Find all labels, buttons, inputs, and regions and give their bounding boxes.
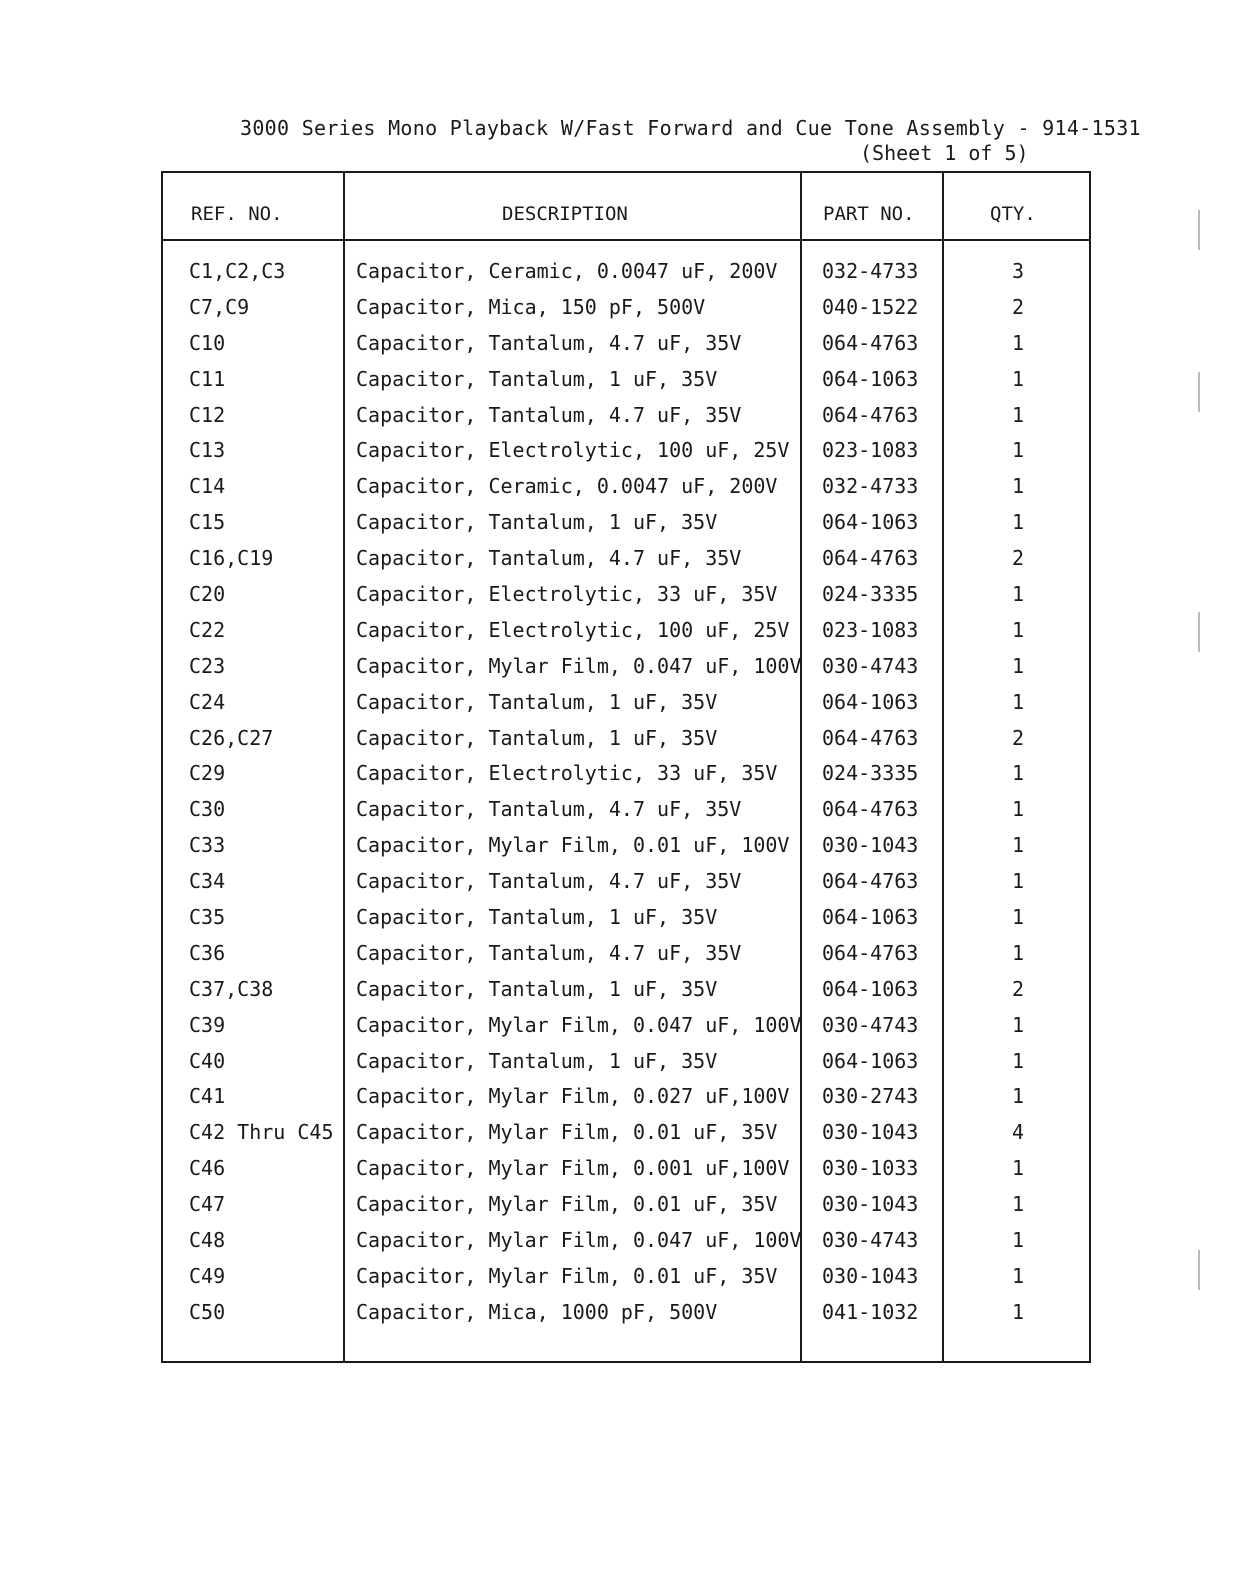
table-row (163, 1298, 1089, 1334)
table-row (163, 867, 1089, 903)
part-no-cell: 030-1043 (822, 1263, 919, 1288)
part-no-cell: 064-4763 (822, 402, 919, 427)
qty-cell: 4 (1011, 1120, 1025, 1145)
qty-cell: 1 (1011, 617, 1025, 642)
part-no-cell: 030-4743 (822, 653, 919, 678)
table-row (163, 257, 1089, 293)
part-no-cell: 024-3335 (822, 761, 919, 786)
qty-cell: 1 (1011, 510, 1025, 535)
table-row (163, 975, 1089, 1011)
ref-cell: C7,C9 (189, 294, 250, 319)
qty-cell: 1 (1011, 402, 1025, 427)
ref-cell: C11 (189, 366, 226, 391)
table-row (163, 688, 1089, 724)
part-no-cell: 032-4733 (822, 259, 919, 283)
table-row (163, 1262, 1089, 1298)
description-cell: Capacitor, Electrolytic, 100 uF, 25V (356, 438, 790, 463)
ref-cell: C13 (189, 438, 226, 463)
scan-artifact (1198, 612, 1200, 652)
ref-cell: C48 (189, 1228, 226, 1253)
qty-cell: 1 (1011, 833, 1025, 858)
ref-cell: C14 (189, 474, 226, 499)
qty-cell: 1 (1011, 438, 1025, 463)
sheet-indicator: (Sheet 1 of 5) (860, 141, 1029, 165)
table-row (163, 903, 1089, 939)
table-row (163, 652, 1089, 688)
part-no-cell: 023-1083 (822, 617, 919, 642)
description-cell: Capacitor, Tantalum, 4.7 uF, 35V (356, 546, 742, 571)
part-no-cell: 064-4763 (822, 725, 919, 750)
ref-cell: C39 (189, 1012, 226, 1037)
ref-cell: C1,C2,C3 (189, 259, 286, 283)
description-cell: Capacitor, Tantalum, 1 uF, 35V (356, 510, 718, 535)
part-no-cell: 030-1043 (822, 833, 919, 858)
header-qty: QTY. (990, 203, 1036, 225)
part-no-cell: 030-2743 (822, 1084, 919, 1109)
part-no-cell: 030-1033 (822, 1156, 919, 1181)
description-cell: Capacitor, Mica, 1000 pF, 500V (356, 1299, 718, 1324)
part-no-cell: 040-1522 (822, 294, 919, 319)
header-description: DESCRIPTION (502, 203, 628, 225)
table-row (163, 1154, 1089, 1190)
qty-cell: 1 (1011, 330, 1025, 355)
ref-cell: C16,C19 (189, 546, 274, 571)
qty-cell: 1 (1011, 905, 1025, 930)
parts-table (161, 171, 1091, 1363)
table-row (163, 544, 1089, 580)
description-cell: Capacitor, Tantalum, 4.7 uF, 35V (356, 869, 742, 894)
ref-cell: C41 (189, 1084, 226, 1109)
table-body (163, 257, 1089, 1334)
scan-artifact (1198, 210, 1200, 250)
qty-cell: 1 (1011, 1263, 1025, 1288)
qty-cell: 1 (1011, 1084, 1025, 1109)
ref-cell: C20 (189, 582, 226, 607)
table-row (163, 1226, 1089, 1262)
description-cell: Capacitor, Mylar Film, 0.01 uF, 100V (356, 833, 790, 858)
scan-artifact (1198, 1250, 1200, 1290)
part-no-cell: 064-4763 (822, 546, 919, 571)
ref-cell: C30 (189, 797, 226, 822)
part-no-cell: 064-4763 (822, 869, 919, 894)
description-cell: Capacitor, Electrolytic, 33 uF, 35V (356, 761, 778, 786)
part-no-cell: 030-4743 (822, 1228, 919, 1253)
description-cell: Capacitor, Tantalum, 4.7 uF, 35V (356, 330, 742, 355)
table-row (163, 616, 1089, 652)
table-row (163, 365, 1089, 401)
ref-cell: C10 (189, 330, 226, 355)
qty-cell: 1 (1011, 761, 1025, 786)
ref-cell: C22 (189, 617, 226, 642)
description-cell: Capacitor, Mylar Film, 0.01 uF, 35V (356, 1192, 778, 1217)
table-row (163, 939, 1089, 975)
table-row (163, 508, 1089, 544)
description-cell: Capacitor, Electrolytic, 33 uF, 35V (356, 582, 778, 607)
table-row (163, 1118, 1089, 1154)
part-no-cell: 064-1063 (822, 510, 919, 535)
qty-cell: 1 (1011, 653, 1025, 678)
qty-cell: 1 (1011, 797, 1025, 822)
header-ref-no: REF. NO. (191, 203, 283, 225)
qty-cell: 1 (1011, 1228, 1025, 1253)
table-row (163, 293, 1089, 329)
part-no-cell: 064-4763 (822, 797, 919, 822)
table-row (163, 795, 1089, 831)
description-cell: Capacitor, Mylar Film, 0.01 uF, 35V (356, 1263, 778, 1288)
description-cell: Capacitor, Tantalum, 4.7 uF, 35V (356, 940, 742, 965)
part-no-cell: 030-4743 (822, 1012, 919, 1037)
part-no-cell: 064-4763 (822, 330, 919, 355)
ref-cell: C36 (189, 940, 226, 965)
ref-cell: C46 (189, 1156, 226, 1181)
ref-cell: C40 (189, 1048, 226, 1073)
description-cell: Capacitor, Mylar Film, 0.047 uF, 100V (356, 1228, 802, 1253)
scan-artifact (1198, 372, 1200, 412)
ref-cell: C24 (189, 689, 226, 714)
qty-cell: 1 (1011, 1048, 1025, 1073)
qty-cell: 1 (1011, 1192, 1025, 1217)
table-row (163, 724, 1089, 760)
description-cell: Capacitor, Mylar Film, 0.047 uF, 100V (356, 1012, 802, 1037)
description-cell: Capacitor, Tantalum, 4.7 uF, 35V (356, 402, 742, 427)
part-no-cell: 030-1043 (822, 1192, 919, 1217)
qty-cell: 2 (1011, 976, 1025, 1001)
table-row (163, 1011, 1089, 1047)
header-divider (163, 239, 1089, 241)
ref-cell: C50 (189, 1299, 226, 1324)
ref-cell: C29 (189, 761, 226, 786)
qty-cell: 1 (1011, 940, 1025, 965)
description-cell: Capacitor, Tantalum, 4.7 uF, 35V (356, 797, 742, 822)
qty-cell: 2 (1011, 294, 1025, 319)
ref-cell: C35 (189, 905, 226, 930)
description-cell: Capacitor, Mica, 150 pF, 500V (356, 294, 706, 319)
qty-cell: 1 (1011, 474, 1025, 499)
ref-cell: C23 (189, 653, 226, 678)
description-cell: Capacitor, Electrolytic, 100 uF, 25V (356, 617, 790, 642)
table-row (163, 580, 1089, 616)
part-no-cell: 041-1032 (822, 1299, 919, 1324)
table-row (163, 1047, 1089, 1083)
ref-cell: C33 (189, 833, 226, 858)
part-no-cell: 030-1043 (822, 1120, 919, 1145)
table-row (163, 472, 1089, 508)
qty-cell: 2 (1011, 725, 1025, 750)
description-cell: Capacitor, Mylar Film, 0.001 uF,100V (356, 1156, 790, 1181)
qty-cell: 1 (1011, 689, 1025, 714)
description-cell: Capacitor, Mylar Film, 0.01 uF, 35V (356, 1120, 778, 1145)
part-no-cell: 064-1063 (822, 366, 919, 391)
ref-cell: C26,C27 (189, 725, 274, 750)
description-cell: Capacitor, Mylar Film, 0.047 uF, 100V (356, 653, 802, 678)
qty-cell: 2 (1011, 546, 1025, 571)
description-cell: Capacitor, Tantalum, 1 uF, 35V (356, 689, 718, 714)
qty-cell: 1 (1011, 1012, 1025, 1037)
description-cell: Capacitor, Tantalum, 1 uF, 35V (356, 905, 718, 930)
part-no-cell: 023-1083 (822, 438, 919, 463)
ref-cell: C15 (189, 510, 226, 535)
ref-cell: C37,C38 (189, 976, 274, 1001)
table-row (163, 329, 1089, 365)
description-cell: Capacitor, Tantalum, 1 uF, 35V (356, 725, 718, 750)
ref-cell: C47 (189, 1192, 226, 1217)
table-row (163, 759, 1089, 795)
description-cell: Capacitor, Tantalum, 1 uF, 35V (356, 1048, 718, 1073)
qty-cell: 1 (1011, 869, 1025, 894)
document-title: 3000 Series Mono Playback W/Fast Forward and Cue Tone Assembly - 914-1531 (240, 116, 1141, 140)
description-cell: Capacitor, Ceramic, 0.0047 uF, 200V (356, 259, 778, 283)
qty-cell: 1 (1011, 1156, 1025, 1181)
header-part-no: PART NO. (823, 203, 915, 225)
description-cell: Capacitor, Tantalum, 1 uF, 35V (356, 976, 718, 1001)
table-row (163, 1082, 1089, 1118)
table-row (163, 401, 1089, 437)
ref-cell: C49 (189, 1263, 226, 1288)
qty-cell: 3 (1011, 259, 1025, 283)
qty-cell: 1 (1011, 582, 1025, 607)
part-no-cell: 032-4733 (822, 474, 919, 499)
part-no-cell: 064-1063 (822, 905, 919, 930)
part-no-cell: 064-1063 (822, 1048, 919, 1073)
table-row (163, 831, 1089, 867)
qty-cell: 1 (1011, 1299, 1025, 1324)
description-cell: Capacitor, Mylar Film, 0.027 uF,100V (356, 1084, 790, 1109)
ref-cell: C34 (189, 869, 226, 894)
table-row (163, 1190, 1089, 1226)
description-cell: Capacitor, Tantalum, 1 uF, 35V (356, 366, 718, 391)
ref-cell: C42 Thru C45 (189, 1120, 334, 1145)
part-no-cell: 064-4763 (822, 940, 919, 965)
part-no-cell: 024-3335 (822, 582, 919, 607)
qty-cell: 1 (1011, 366, 1025, 391)
part-no-cell: 064-1063 (822, 689, 919, 714)
part-no-cell: 064-1063 (822, 976, 919, 1001)
ref-cell: C12 (189, 402, 226, 427)
description-cell: Capacitor, Ceramic, 0.0047 uF, 200V (356, 474, 778, 499)
table-row (163, 436, 1089, 472)
